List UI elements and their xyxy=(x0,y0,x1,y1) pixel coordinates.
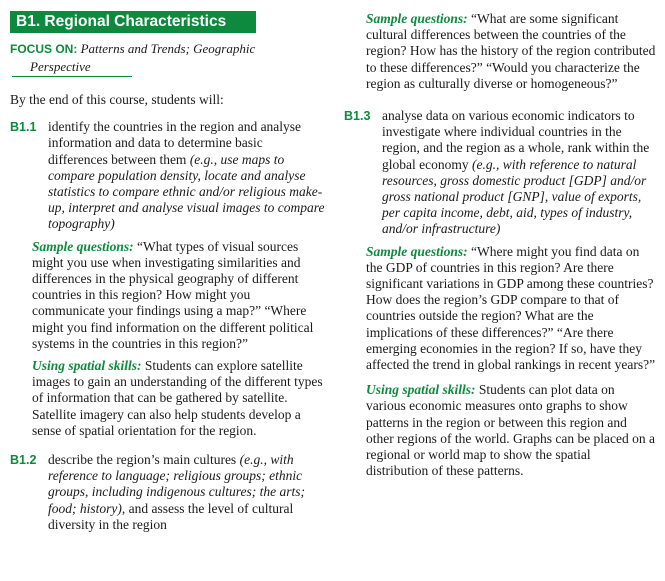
sample-questions-text: “What are some significant cultural differences between the countries of the region? How has the history of the region contributed to these differences?” “Would you characterize the region as culturally diverse or homogeneous?” xyxy=(366,11,656,91)
expectation-text: identify the countries in the region and analyse information and data to determine basic differences between them xyxy=(48,119,302,167)
focus-on xyxy=(10,40,325,77)
expectation-examples: (e.g., use maps to compare population density, locate and analyse statistics to compare ethnic and/or religious make-up, interpret and analyse visual images to compare topography) xyxy=(48,151,325,232)
sample-questions-text: “Where might you find data on the GDP of countries in this region? Are there significant variations in GDP among these countries? How does the region’s GDP compare to that of countries outside the region? What are the implications of these differences?” “Are there emerging economies in the region? If so, have they affected the trend in global rankings in recent years?” xyxy=(366,243,656,373)
expectation-text: describe the region’s main cultures xyxy=(48,452,237,468)
expectation-examples: (e.g., with reference to language; religious groups; ethnic groups, including indigenous cultures; the arts; food; history) xyxy=(48,452,305,516)
section-title: B1. Regional Characteristics xyxy=(10,11,256,33)
spatial-skills-b1-1 xyxy=(10,358,325,439)
sample-questions-b1-2 xyxy=(344,11,656,92)
expectation-text: analyse data on various economic indicators to investigate where individual countries in the region, and the region as a whole, rank within the global economy xyxy=(382,108,650,172)
focus-text-2: Perspective xyxy=(30,59,91,74)
spatial-skills-text: Students can explore satellite images to gain an understanding of the different types of information that can be gathered by satellite. Satellite imagery can also help students develop a sense of spatial orientation for the region. xyxy=(32,358,323,438)
focus-text-1: Patterns and Trends; Geographic xyxy=(80,41,256,56)
spatial-skills-b1-3 xyxy=(344,382,656,479)
right-column xyxy=(344,0,656,479)
focus-label: FOCUS ON: xyxy=(10,42,78,56)
sample-questions-text: “What types of visual sources might you use when investigating similarities and differences in the physical geography of different countries in this region? How might you communicate your findings using a map?” “Where might you find information on the different political systems in the countries in this region?” xyxy=(32,238,314,351)
spatial-skills-text: Students can plot data on various economic measures onto graphs to show patterns in the region or between this region and other regions of the world. Graphs can be placed on a regional or world map to show the spatial distribution of these patterns. xyxy=(366,382,656,479)
intro-text: By the end of this course, students will: xyxy=(10,92,224,107)
sample-questions-label: Sample questions: xyxy=(366,243,468,259)
expectation-code: B1.3 xyxy=(344,109,371,124)
sample-questions-b1-3 xyxy=(344,244,656,374)
expectation-b1-1 xyxy=(10,119,325,232)
expectation-code: B1.2 xyxy=(10,453,37,468)
sample-questions-b1-1 xyxy=(10,239,325,352)
expectation-b1-2 xyxy=(10,452,325,533)
left-column xyxy=(10,0,325,533)
sample-questions-label: Sample questions: xyxy=(366,11,468,26)
expectation-code: B1.1 xyxy=(10,120,37,135)
expectation-b1-3 xyxy=(344,108,656,238)
expectation-text-cont: , and assess the level of cultural diversity in the region xyxy=(48,500,294,532)
expectation-examples: (e.g., with reference to natural resources, gross domestic product [GDP] and/or gross national product [GNP], value of exports, per capita income, debt, aid, types of industry, and/or infrastructure) xyxy=(382,156,647,237)
sample-questions-label: Sample questions: xyxy=(32,238,134,254)
spatial-skills-label: Using spatial skills: xyxy=(32,358,142,374)
focus-rule xyxy=(12,76,132,77)
spatial-skills-label: Using spatial skills: xyxy=(366,382,476,398)
